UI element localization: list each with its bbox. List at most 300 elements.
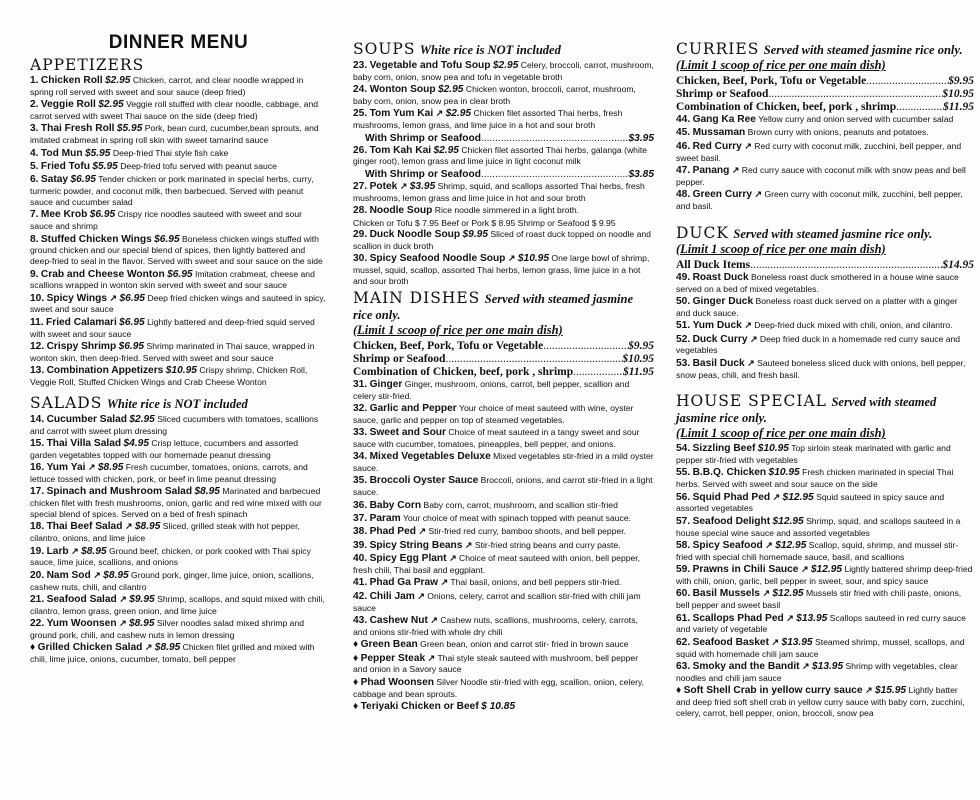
menu-item (676, 588, 974, 611)
menu-item (353, 427, 654, 450)
chili-icon: ↗ (752, 189, 763, 200)
item-number: 39. (353, 539, 368, 551)
item-number: 59. (676, 564, 691, 576)
item-number: 12. (30, 341, 45, 353)
menu-item (353, 403, 654, 426)
chili-icon: ↗ (415, 526, 427, 537)
chili-icon: ↗ (414, 590, 425, 601)
item-description: Deep fried chicken wings and sauteed in spicy, sweet and sour sauce (30, 292, 326, 315)
house-special-list (676, 443, 974, 718)
curries-header (676, 42, 974, 73)
item-description: Shrimp, squid, and scallops assorted Thai herbs, fresh mushrooms, lemon grass and lime juice in hot and sour broth (353, 180, 645, 203)
item-number: 43. (353, 614, 368, 626)
item-number: ♦ (676, 685, 682, 697)
item-price: $8.95 (154, 642, 181, 654)
item-price: $8.95 (134, 521, 161, 533)
item-description: Rice noodle simmered in a light broth. (434, 204, 580, 215)
item-name: Squid Phad Ped (692, 491, 771, 503)
item-description: Stir-fried string beans and curry paste. (474, 539, 621, 550)
chili-icon: ↗ (741, 320, 752, 331)
menu-item (30, 123, 327, 146)
item-price: $12.95 (772, 515, 804, 527)
price-row-value: $10.95 (942, 88, 974, 100)
menu-item (676, 320, 974, 332)
menu-item (30, 546, 327, 569)
item-number: 54. (676, 443, 691, 455)
item-number: 40. (353, 553, 368, 565)
item-price: $10.95 (757, 443, 789, 455)
item-name: Gang Ka Ree (692, 114, 756, 125)
section-note: (Limit 1 scoop of rice per one main dish) (353, 322, 563, 337)
item-number: 51. (676, 320, 691, 332)
section-name: MAIN DISHES (353, 288, 481, 307)
menu-item (676, 492, 974, 515)
item-name: Yum Duck (692, 320, 742, 332)
item-number: 27. (353, 180, 368, 192)
item-name: Seafood Salad (46, 593, 117, 605)
item-price: $6.95 (70, 174, 96, 186)
menu-item (353, 108, 654, 131)
menu-item (30, 148, 327, 160)
chili-icon: ↗ (116, 618, 127, 629)
price-row-label: Combination of Chicken, beef, pork , shrimp (353, 365, 574, 378)
section-name: SOUPS (353, 40, 416, 58)
item-number: 37. (353, 513, 368, 525)
item-number: 44. (676, 114, 691, 125)
chili-icon: ↗ (427, 614, 438, 625)
item-description: Brown curry with onions, peanuts and potatoes. (747, 127, 929, 138)
item-price: $5.95 (116, 123, 143, 135)
item-description: Deep-fried duck mixed with chili, onion, and cilantro. (754, 320, 953, 331)
chili-icon: ↗ (744, 357, 755, 368)
item-name: Green Bean (360, 639, 418, 651)
menu-item (353, 591, 654, 614)
item-price: $8.95 (194, 486, 220, 498)
section-name: SALADS (30, 393, 103, 412)
menu-item (30, 414, 327, 437)
item-number: 8. (30, 233, 39, 245)
menu-item (353, 229, 654, 252)
item-name: Mee Krob (40, 209, 88, 221)
item-description: Deep-fried Thai style fish cake (112, 147, 229, 158)
item-name: Chili Jam (369, 590, 415, 602)
item-price: $15.95 (874, 685, 907, 697)
item-name: Larb (46, 545, 69, 557)
section-subtitle: White rice is NOT included (106, 396, 248, 411)
item-description: Chicken filet grilled and mixed with chili, lime juice, onions, cucumber, tomato, bell pepper (30, 642, 315, 665)
item-number: 22. (30, 618, 45, 630)
item-description: Red curry sauce with coconut milk with snow peas and bell pepper. (676, 164, 966, 187)
menu-item (676, 272, 974, 295)
leader-dots (573, 366, 623, 379)
menu-item (676, 661, 974, 684)
item-price: $10.95 (517, 253, 550, 265)
item-price: $6.95 (154, 233, 180, 245)
leader-dots (896, 101, 943, 114)
item-description: Green curry with coconut milk, zucchini, bell pepper, and basil. (676, 189, 963, 211)
item-description: Fresh chicken marinated in special Thai herbs. Served with sweet and sour sauce on the side (676, 467, 954, 490)
item-name: B.B.Q. Chicken (692, 467, 767, 479)
section-subtitle: Served with steamed jasmine rice only. (676, 395, 937, 426)
item-name: Scallops Phad Ped (692, 612, 784, 624)
item-description: Lightly battered and deep-fried squid served with sweet and sour sauce (30, 316, 315, 339)
item-name: Seafood Basket (692, 636, 769, 648)
price-row (353, 340, 654, 353)
item-description: Crispy shrimp, Chicken Roll, Veggie Roll, Stuffed Chicken Wings and Crab Cheese Wonton (30, 365, 308, 388)
item-name: Param (369, 513, 401, 525)
menu-item (30, 174, 327, 207)
item-price: $12.95 (775, 540, 807, 552)
item-name: Red Curry (692, 140, 742, 152)
menu-item (30, 209, 327, 232)
menu-item (353, 451, 654, 474)
item-name: Spicy Wings (46, 292, 108, 304)
menu-item (30, 293, 327, 316)
item-number: 47. (676, 164, 691, 176)
item-sub-price (365, 169, 654, 180)
item-name: Sizzling Beef (692, 443, 756, 455)
sub-price-label: With Shrimp or Seafood (365, 168, 481, 180)
item-name: Fried Tofu (40, 160, 90, 172)
price-row (353, 353, 654, 366)
item-number: 6. (30, 174, 39, 186)
item-name: Baby Corn (369, 499, 422, 511)
item-price: $2.95 (445, 108, 472, 120)
menu-item (30, 521, 327, 544)
item-name: Green Curry (692, 189, 753, 201)
menu-item (353, 577, 654, 589)
leader-dots (750, 259, 942, 272)
item-name: Spicy Egg Plant (369, 553, 447, 565)
item-number: 15. (30, 438, 45, 450)
chili-icon: ↗ (142, 642, 153, 653)
chili-icon: ↗ (425, 652, 436, 663)
item-price: $2.95 (437, 84, 464, 96)
item-number: 42. (353, 590, 368, 602)
duck-prices (676, 259, 974, 272)
item-description: Scallops sauteed in red curry sauce and variety of vegetable (676, 612, 966, 635)
salads-list (30, 414, 327, 665)
chili-icon: ↗ (90, 569, 101, 580)
menu-column-right (668, 0, 980, 720)
chili-icon: ↗ (798, 564, 809, 575)
menu-item (30, 234, 327, 267)
price-row (353, 366, 654, 379)
item-number: 57. (676, 515, 691, 527)
item-number: 49. (676, 271, 691, 283)
menu-item (353, 639, 654, 651)
price-row-label: Chicken, Beef, Pork, Tofu or Vegetable (676, 75, 867, 87)
price-row-label: Shrimp or Seafood (676, 88, 769, 100)
price-row-label: All Duck Items (676, 258, 751, 271)
item-number: 32. (353, 402, 368, 414)
item-description: Your choice of meat with spinach topped with peanut sauce. (402, 513, 631, 524)
item-price: $6.95 (119, 316, 145, 328)
item-description: Boneless chicken wings stuffed with ground chicken and our special blend of spices, then lightly battered and deep-fried to seal in the flavor. Served with sweet and sour sauce on the side (30, 233, 323, 267)
item-price: $6.95 (119, 292, 145, 304)
item-name: Sweet and Sour (369, 427, 446, 439)
item-price: $4.95 (123, 438, 150, 450)
item-number: 28. (353, 204, 368, 216)
menu-item (676, 165, 974, 188)
item-price: $9.95 (462, 229, 489, 241)
chili-icon: ↗ (505, 253, 516, 264)
item-name: Nam Sod (46, 569, 91, 581)
item-name: Ginger Duck (692, 295, 754, 307)
item-number: 16. (30, 462, 45, 474)
item-name: Tod Mun (40, 147, 83, 159)
menu-item (353, 145, 654, 168)
item-number: 14. (30, 413, 45, 425)
item-number: 19. (30, 545, 45, 557)
item-description: Your choice of meat sauteed with wine, oyster sauce, garlic and pepper on top of steamed vegetables. (353, 402, 634, 425)
item-price: $2.95 (98, 99, 124, 111)
chili-icon: ↗ (397, 180, 408, 191)
menu-item (676, 296, 974, 319)
menu-item (353, 701, 654, 713)
leader-dots (445, 353, 622, 366)
item-number: 60. (676, 588, 691, 600)
item-number: ♦ (353, 639, 359, 651)
menu-item (353, 500, 654, 512)
item-name: Crab and Cheese Wonton (40, 268, 165, 280)
item-number: 48. (676, 189, 691, 201)
price-row-label: Shrimp or Seafood (353, 352, 446, 365)
chili-icon: ↗ (799, 660, 810, 671)
item-name: Yum Woonsen (46, 618, 117, 630)
chili-icon: ↗ (462, 539, 473, 550)
item-name: Phad Ped (369, 526, 416, 538)
item-description: Crisp lettuce, cucumbers and assorted garden vegetables topped with our homemade peanut dressing (30, 438, 299, 460)
item-number: 17. (30, 486, 45, 498)
item-number: 34. (353, 451, 368, 463)
item-description: Ground pork, ginger, lime juice, onion, scallions, cashew nuts, chili, and cilantro (30, 569, 314, 592)
item-description: Ground beef, chicken, or pork cooked with Thai spicy sauce, lime juice, scallions, and onions (30, 545, 311, 568)
section-name: HOUSE SPECIAL (676, 392, 827, 411)
menu-column-left (0, 0, 335, 667)
chili-icon: ↗ (122, 521, 133, 532)
item-number: 20. (30, 569, 45, 581)
item-name: Soft Shell Crab in yellow curry sauce (683, 685, 863, 697)
item-price: $10.95 (165, 365, 197, 377)
salads-header (30, 393, 327, 412)
item-description: Sliced of roast duck topped on noodle and scallion in duck broth (353, 229, 651, 251)
item-name: Basil Duck (692, 357, 745, 369)
menu-item (353, 253, 654, 286)
item-description: Onions, celery, carrot and scallion stir-fried with chili jam sauce (353, 590, 641, 613)
item-number: 62. (676, 636, 691, 648)
item-name: Thai Fresh Roll (40, 123, 115, 135)
menu-item (676, 358, 974, 381)
item-number: ♦ (353, 676, 359, 688)
leader-dots (481, 133, 629, 144)
item-description: Cashew nuts, scallions, mushrooms, celery, carrots, and onions stir-fried with whole dry chili (353, 614, 638, 637)
item-description: Yellow curry and onion served with cucumber salad (758, 114, 954, 124)
menu-item (30, 618, 327, 641)
menu-item (353, 526, 654, 538)
item-description: Veggie roll stuffed with clear noodle, cabbage, and carrot served with sweet Thai sauce on the side (deep fried) (30, 99, 318, 121)
item-description: Chicken filet assorted Thai herbs, galanga (white ginger root), lemon grass and lime juice in light coconut milk (353, 144, 648, 167)
section-note: (Limit 1 scoop of rice per one main dish) (676, 58, 886, 72)
soups-list (353, 60, 654, 287)
item-number: 56. (676, 491, 691, 503)
menu-item (676, 467, 974, 490)
item-number: 55. (676, 467, 691, 479)
item-name: Vegetable and Tofu Soup (369, 60, 491, 71)
item-name: Mussaman (692, 127, 746, 139)
item-description: Squid sauteed in spicy sauce and assorted vegetables (676, 491, 945, 514)
chili-icon: ↗ (446, 553, 457, 564)
menu-item (30, 462, 327, 485)
item-description: Pork, bean curd, cucumber,bean sprouts, and imitated crabmeat in spring roll skin with sweet tamarind sauce (30, 123, 319, 146)
item-number: 11. (30, 316, 44, 328)
price-row-value: $11.95 (943, 101, 974, 113)
item-price: $8.95 (129, 618, 155, 630)
menu-item (353, 60, 654, 83)
item-name: Chicken Roll (40, 75, 103, 86)
item-number: 36. (353, 499, 368, 511)
item-description: Shrimp marinated in Thai sauce, wrapped in wonton skin, then deep-fried. Served with sweet and sour sauce (30, 341, 315, 363)
item-name: Prawns in Chili Sauce (692, 564, 799, 576)
menu-item (353, 677, 654, 700)
item-description: Broccoli, onions, and carrot stir-fried in a light sauce. (353, 475, 653, 498)
item-number: 46. (676, 140, 691, 152)
price-row-value: $10.95 (622, 352, 654, 365)
price-row-label: Chicken, Beef, Pork, Tofu or Vegetable (353, 339, 544, 352)
menu-item (30, 161, 327, 173)
item-description: Lightly batter and deep fried soft shell crab in yellow curry sauce with baby corn, zucchini, celery, carrot, bell pepper, onion, broccoli, snow pea (676, 685, 965, 718)
item-name: Pepper Steak (360, 652, 426, 664)
item-number: 41. (353, 577, 368, 589)
chili-icon: ↗ (762, 540, 773, 551)
menu-item (676, 637, 974, 660)
item-name: Basil Mussels (692, 588, 760, 600)
item-price: $6.95 (89, 209, 116, 221)
item-number: 25. (353, 108, 368, 120)
main-dishes-list (353, 379, 654, 713)
item-name: Potek (369, 180, 398, 192)
item-name: Grilled Chicken Salad (37, 642, 143, 654)
item-number: 21. (30, 593, 45, 605)
item-name: Tom Kah Kai (369, 144, 432, 156)
price-row-label: Combination of Chicken, beef, pork , shrimp (676, 101, 897, 113)
menu-item (30, 341, 327, 364)
chili-icon: ↗ (107, 292, 118, 303)
item-name: Spicy Seafood (692, 540, 763, 552)
chili-icon: ↗ (741, 140, 752, 151)
item-description: Thai style steak sauteed with mushroom, bell pepper and onion in a Savory sauce (353, 652, 639, 675)
chili-icon: ↗ (759, 588, 770, 599)
item-number: 30. (353, 253, 368, 265)
item-name: Cucumber Salad (46, 413, 127, 425)
item-number: 53. (676, 357, 691, 369)
item-name: Spicy Seafood Noodle Soup (369, 253, 506, 265)
item-number: ♦ (30, 642, 36, 654)
item-description: Thai basil, onions, and bell peppers stir-fried. (450, 577, 622, 588)
menu-item (353, 615, 654, 638)
item-name: Duck Noodle Soup (369, 229, 461, 241)
menu-item (676, 114, 974, 126)
price-row-value: $9.95 (628, 339, 654, 352)
menu-item (676, 189, 974, 212)
menu-item (676, 613, 974, 636)
item-number: 58. (676, 540, 691, 552)
item-name: Yum Yai (46, 462, 86, 474)
item-price: $5.95 (92, 160, 118, 172)
curries-prices (676, 75, 974, 114)
item-description: Silver Noodle stir-fried with egg, scallion, onion, celery, cabbage and bean sprouts. (353, 676, 645, 699)
leader-dots (768, 88, 942, 101)
item-description: Fresh cucumber, tomatoes, onions, carrots, and lettuce tossed with chicken, pork, or beef in lime peanut dressing (30, 462, 308, 485)
price-row-value: $9.95 (948, 75, 974, 87)
section-name: APPETIZERS (30, 56, 145, 74)
curries-list (676, 114, 974, 212)
item-description: Chicken wonton, broccoli, carrot, mushroom, baby corn, onion, snow pea in clear broth (353, 84, 636, 106)
menu-item (353, 553, 654, 576)
item-number: 38. (353, 526, 368, 538)
menu-item (353, 205, 654, 217)
item-name: Fried Calamari (46, 316, 117, 328)
chili-icon: ↗ (747, 333, 758, 344)
item-name: Veggie Roll (40, 99, 96, 111)
item-price: $8.95 (97, 462, 124, 474)
leader-dots (481, 169, 629, 180)
section-note: (Limit 1 scoop of rice per one main dish) (676, 241, 886, 256)
menu-item (30, 642, 327, 665)
menu-item (353, 475, 654, 498)
item-name: Cashew Nut (369, 614, 428, 626)
menu-item (30, 438, 327, 461)
item-price: $2.95 (492, 60, 519, 71)
section-note: (Limit 1 scoop of rice per one main dish) (676, 426, 886, 441)
menu-column-middle (345, 0, 660, 714)
item-number: 2. (30, 99, 39, 111)
chili-icon: ↗ (438, 577, 449, 588)
item-name: Ginger (369, 378, 403, 390)
menu-item (30, 99, 327, 122)
item-description: Chicken filet assorted Thai herbs, fresh mushrooms, lemon grass, and lime juice in a hot and sour broth (353, 108, 623, 131)
item-description: Shrimp with vegetables, clear noodles and chili jam sauce (676, 660, 958, 683)
item-description: Deep-fried tofu served with peanut sauce (120, 160, 277, 171)
item-name: Teriyaki Chicken or Beef (360, 700, 479, 712)
item-number: 45. (676, 127, 691, 139)
section-name: CURRIES (676, 40, 760, 58)
menu-item (30, 365, 327, 388)
house-special-header (676, 394, 974, 441)
main-dishes-prices (353, 340, 654, 379)
item-number: 18. (30, 521, 45, 533)
menu-item (676, 516, 974, 539)
item-description: Chicken, carrot, and clear noodle wrapped in spring roll served with sweet and sour sauce (deep fried) (30, 75, 304, 97)
chili-icon: ↗ (116, 593, 127, 604)
appetizers-list (30, 75, 327, 388)
leader-dots (866, 75, 948, 88)
item-description: Red curry with coconut milk, zucchini, bell pepper, and sweet basil. (676, 140, 962, 163)
menu-item (30, 75, 327, 98)
item-price: $10.95 (768, 467, 800, 479)
item-number: ♦ (353, 652, 359, 664)
item-price: $13.95 (796, 612, 828, 624)
item-number: 4. (30, 147, 39, 159)
item-description: Baby corn, carrot, mushroom, and scallion stir-fried (423, 499, 618, 510)
appetizers-header (30, 58, 327, 73)
item-description: Top sirloin steak marinated with garlic and pepper stir-fried with vegetables (676, 443, 951, 466)
item-number: 52. (676, 333, 691, 345)
price-row-value: $11.95 (623, 365, 654, 378)
item-name: Duck Curry (692, 333, 748, 345)
item-name: Garlic and Pepper (369, 402, 457, 414)
item-number: 9. (30, 268, 39, 280)
